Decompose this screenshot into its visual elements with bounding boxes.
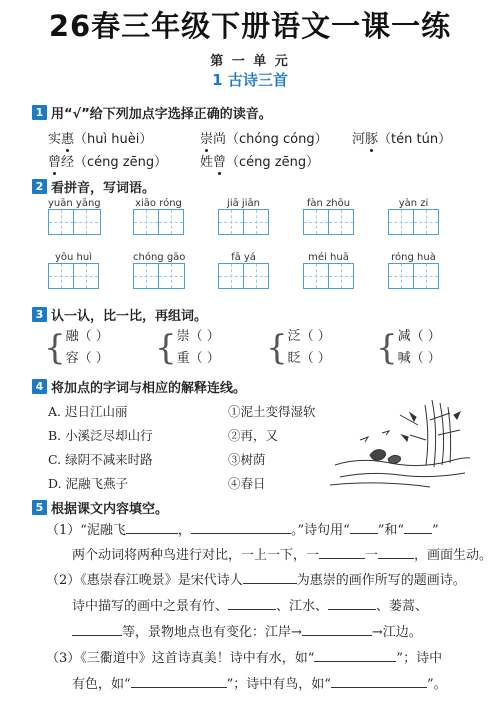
question-prompt: 用“√”给下列加点字选择正确的读音。 [51, 107, 272, 122]
blank-field[interactable] [350, 521, 378, 534]
char-pair [155, 326, 220, 370]
writing-cell[interactable] [329, 264, 353, 288]
writing-cell[interactable] [74, 210, 98, 234]
writing-cell[interactable] [414, 210, 438, 234]
writing-cell[interactable] [389, 210, 414, 234]
writing-cell[interactable] [74, 264, 98, 288]
word-fill[interactable]: 泛（ ） [287, 329, 331, 344]
writing-cell[interactable] [304, 264, 329, 288]
question-number-badge: 4 [32, 379, 47, 394]
fill-line: （1）“泥融飞 ， 。”诗句用“ ”和“ ” [46, 523, 439, 538]
pinyin-box: fàn zhōu [303, 198, 354, 235]
writing-cell[interactable] [219, 210, 244, 234]
char-pair [44, 326, 109, 370]
unit-heading: 第 一 单 元 [210, 54, 290, 69]
question-4-heading [32, 377, 246, 396]
match-right-item[interactable]: ④春日 [228, 476, 266, 491]
fill-line: 有色，如“ ”；诗中有鸟，如“ ”。 [72, 677, 447, 692]
question-1-heading [32, 103, 272, 122]
question-number-badge: 2 [32, 179, 47, 194]
blank-field[interactable] [191, 521, 291, 534]
question-prompt: 根据课文内容填空。 [51, 502, 169, 517]
pinyin-box: jiā jiān [218, 198, 269, 235]
blank-field[interactable] [131, 675, 227, 688]
pronunciation-item: 河豚（tén tún） [352, 132, 452, 147]
word-fill[interactable]: 容（ ） [65, 351, 109, 366]
brace-icon: { [376, 328, 398, 368]
question-number-badge: 5 [32, 500, 47, 515]
blank-field[interactable] [378, 546, 414, 559]
lesson-heading: 1 古诗三首 [212, 71, 288, 89]
blank-field[interactable] [319, 546, 365, 559]
writing-cell[interactable] [134, 210, 159, 234]
question-prompt: 认一认，比一比，再组词。 [51, 309, 208, 324]
blank-field[interactable] [243, 571, 297, 584]
fill-line: 等，景物地点也有变化：江岸→ →江边。 [72, 622, 422, 644]
fill-line: 诗中描写的画中之景有竹、 、江水、 、蒌蒿、 [72, 599, 429, 614]
word-fill[interactable]: 崇（ ） [176, 329, 220, 344]
match-right-column [228, 400, 316, 496]
blank-field[interactable] [328, 597, 376, 610]
question-prompt: 将加点的字词与相应的解释连线。 [51, 381, 247, 396]
pinyin-box: yuān yāng [48, 198, 101, 235]
question-5-heading [32, 498, 168, 517]
writing-cell[interactable] [244, 264, 268, 288]
pinyin-box: róng huà [388, 252, 439, 289]
char-pair [376, 326, 441, 370]
word-fill[interactable]: 减（ ） [397, 329, 441, 344]
word-fill[interactable]: 眨（ ） [287, 351, 331, 366]
match-left-column [48, 400, 153, 496]
pinyin-box: yōu huì [48, 252, 99, 289]
brace-icon: { [155, 328, 177, 368]
brace-icon: { [44, 328, 66, 368]
page-title: 26春三年级下册语文一课一练 [48, 9, 452, 43]
writing-cell[interactable] [329, 210, 353, 234]
question-2-heading [32, 177, 155, 196]
blank-field[interactable] [126, 521, 178, 534]
match-left-item[interactable]: C. 绿阴不减来时路 [48, 452, 153, 467]
question-number-badge: 1 [32, 105, 47, 120]
pronunciation-item: 实惠（huì huèi） [48, 132, 153, 147]
blank-field[interactable] [72, 623, 122, 636]
spring-river-illustration [330, 395, 470, 495]
match-left-item[interactable]: D. 泥融飞燕子 [48, 476, 129, 491]
word-fill[interactable]: 重（ ） [176, 351, 220, 366]
blank-field[interactable] [404, 521, 432, 534]
writing-cell[interactable] [244, 210, 268, 234]
word-fill[interactable]: 喊（ ） [397, 351, 441, 366]
writing-cell[interactable] [414, 264, 438, 288]
match-left-item[interactable]: A. 迟日江山丽 [48, 404, 128, 419]
pinyin-box: yàn zi [388, 198, 439, 235]
pinyin-box: xiāo róng [133, 198, 184, 235]
blank-field[interactable] [302, 623, 372, 636]
writing-cell[interactable] [49, 210, 74, 234]
pinyin-box: méi huā [303, 252, 354, 289]
question-number-badge: 3 [32, 307, 47, 322]
word-fill[interactable]: 融（ ） [65, 329, 109, 344]
question-prompt: 看拼音，写词语。 [51, 181, 156, 196]
pronunciation-item: 姓曾（céng zēng） [200, 155, 320, 170]
pinyin-box: chóng gāo [133, 252, 185, 289]
match-right-item[interactable]: ①泥土变得湿软 [228, 404, 316, 419]
fill-line: 两个动词将两种鸟进行对比，一上一下，一 一 ，画面生动。 [72, 548, 493, 563]
fill-line: （2）《惠崇春江晚景》是宋代诗人 为惠崇的画作所写的题画诗。 [46, 573, 466, 588]
match-right-item[interactable]: ②再，又 [228, 428, 279, 443]
writing-cell[interactable] [134, 264, 159, 288]
blank-field[interactable] [331, 675, 427, 688]
writing-cell[interactable] [219, 264, 244, 288]
pinyin-box: fā yá [218, 252, 269, 289]
blank-field[interactable] [314, 649, 396, 662]
brace-icon: { [266, 328, 288, 368]
writing-cell[interactable] [49, 264, 74, 288]
fill-line: （3）《三衢道中》这首诗真美！诗中有水，如“ ”；诗中 [46, 651, 443, 666]
char-pair [266, 326, 331, 370]
writing-cell[interactable] [389, 264, 414, 288]
match-left-item[interactable]: B. 小溪泛尽却山行 [48, 428, 153, 443]
pronunciation-item: 崇尚（chóng cóng） [200, 132, 328, 147]
question-3-heading [32, 305, 207, 324]
writing-cell[interactable] [304, 210, 329, 234]
blank-field[interactable] [228, 597, 276, 610]
pronunciation-item: 曾经（céng zēng） [48, 155, 168, 170]
match-right-item[interactable]: ③树荫 [228, 452, 266, 467]
writing-cell[interactable] [159, 264, 183, 288]
writing-cell[interactable] [159, 210, 183, 234]
